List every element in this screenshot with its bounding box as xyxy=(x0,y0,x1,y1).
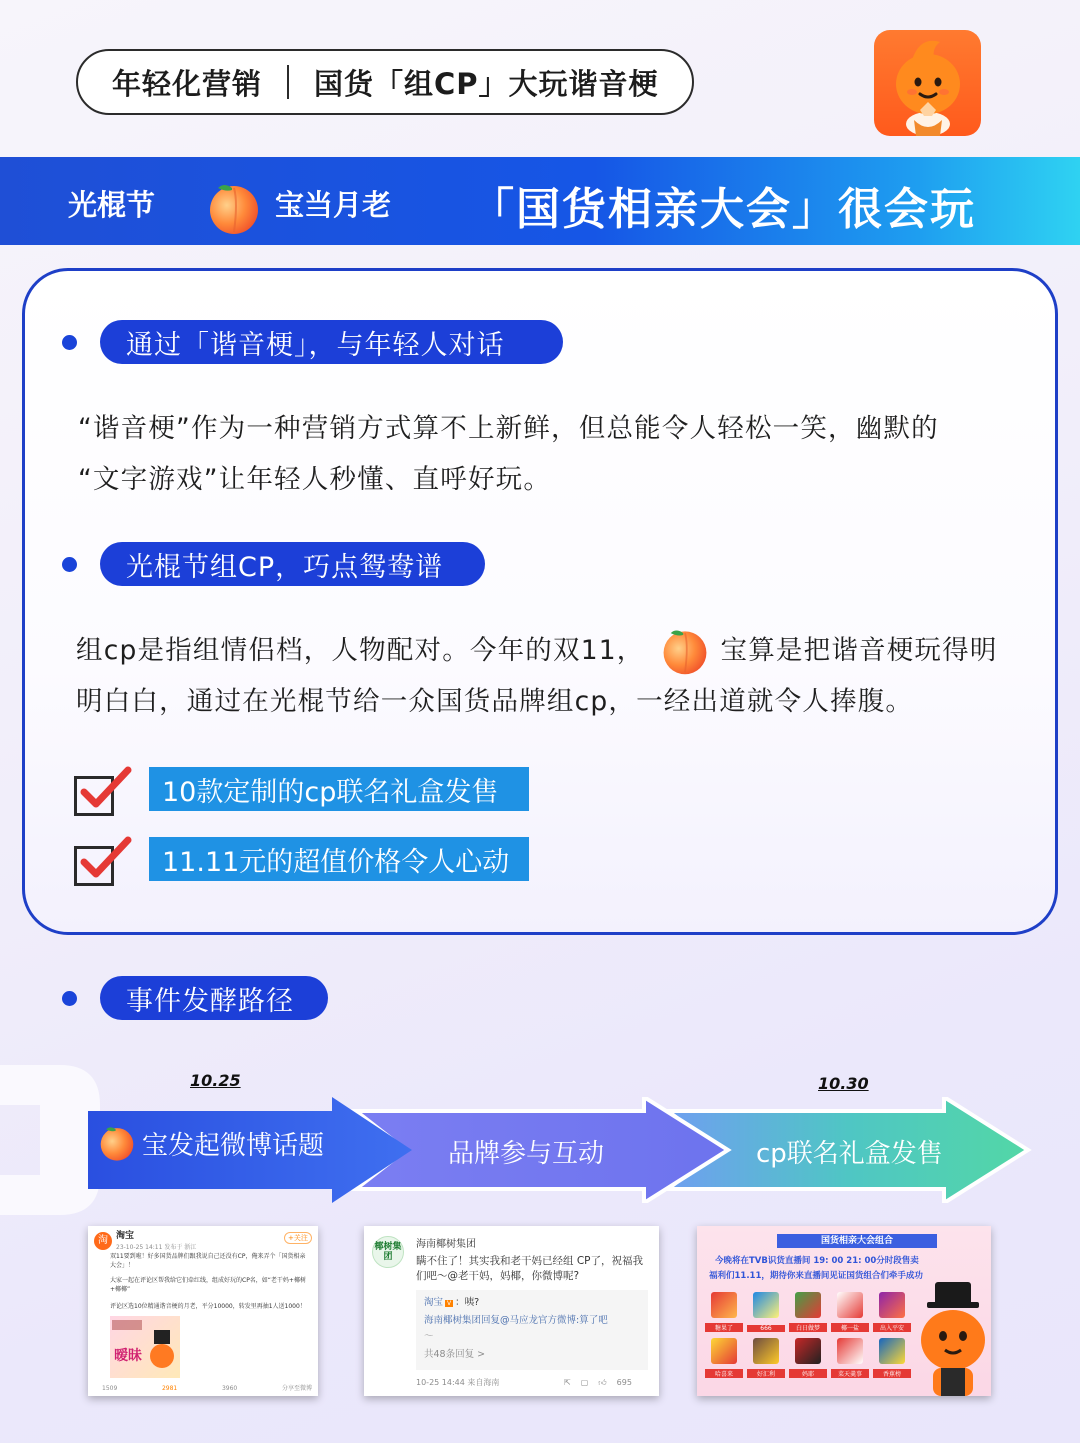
section-paragraph xyxy=(78,403,1038,505)
product-item: 出入平安 xyxy=(873,1292,911,1332)
section-tag: 事件发酵路径 xyxy=(100,976,328,1020)
path-step-label: 品牌参与互动 xyxy=(448,1139,605,1169)
paragraph-line: 宝算是把谐音梗玩得明 xyxy=(720,635,998,666)
checkmark-icon xyxy=(76,836,134,884)
post-body: 双11要到啦！好多国货品牌们跟我说自己还没有CP，俺来弄个「国货相亲大会」！ xyxy=(110,1253,306,1269)
peach-icon xyxy=(659,626,711,676)
poster-line: 今晚将在TVB识货直播间 19: 00 21: 00分时段售卖 xyxy=(715,1256,919,1266)
path-step-label: 宝发起微博话题 xyxy=(142,1130,325,1161)
reply-meta: 10-25 14:44 来自海南 xyxy=(416,1378,500,1387)
thread-reply: 淘宝 V ：咦? xyxy=(424,1297,480,1308)
product-item: 妈耶 xyxy=(789,1338,827,1378)
like-count: 695 xyxy=(616,1378,632,1387)
product-item: 椰一盐 xyxy=(831,1292,869,1332)
header-left-label: 年轻化营销 xyxy=(112,66,263,101)
section-tag: 通过「谐音梗」，与年轻人对话 xyxy=(100,320,563,364)
poster-title: 国货相亲大会组合 xyxy=(777,1234,937,1248)
brand-avatar: 椰树集团 xyxy=(372,1236,404,1268)
product-item: 好汇利 xyxy=(747,1338,785,1378)
more-replies-link[interactable]: 共48条回复 > xyxy=(424,1349,486,1360)
path-step-label: cp联名礼盒发售 xyxy=(756,1139,943,1169)
mascot-illustration xyxy=(911,1282,991,1396)
comment-icon[interactable]: ▢ xyxy=(580,1378,589,1387)
post-body: 评论区选10位精通谐音梗的月老，平分10000，转发里再抽1人送1000！ xyxy=(110,1303,306,1310)
avatar: 淘 xyxy=(94,1232,112,1250)
weibo-post-screenshot xyxy=(88,1226,318,1396)
reply-thread xyxy=(416,1290,648,1370)
path-step xyxy=(98,1124,324,1162)
content-card xyxy=(22,268,1058,935)
product-item: 香蕉榜 xyxy=(873,1338,911,1378)
svg-text:暧昧: 暧昧 xyxy=(114,1348,142,1364)
follow-button[interactable]: +关注 xyxy=(284,1232,312,1244)
reply-account: 海南椰树集团 xyxy=(416,1239,476,1250)
date-end: 10.30 xyxy=(818,1074,869,1093)
bullet-dot xyxy=(62,991,77,1006)
title-banner xyxy=(0,157,1080,245)
paragraph-line: “谐音梗”作为一种营销方式算不上新鲜，但总能令人轻松一笑，幽默的 xyxy=(78,413,939,444)
paragraph-line: 明白白，通过在光棍节给一众国货品牌组cp，一经出道就令人捧腹。 xyxy=(76,686,914,717)
checkmark-icon xyxy=(76,766,134,814)
product-item: 糖果了 xyxy=(705,1292,743,1332)
bullet-dot xyxy=(62,335,77,350)
checklist-label: 10款定制的cp联名礼盒发售 xyxy=(149,767,529,811)
product-item: 白日做梦 xyxy=(789,1292,827,1332)
product-item: 菜天羹事 xyxy=(831,1338,869,1378)
peach-icon xyxy=(98,1124,136,1162)
header-divider xyxy=(287,65,289,99)
post-account: 淘宝 xyxy=(116,1231,135,1241)
like-icon[interactable]: 👍︎ xyxy=(598,1378,607,1387)
share-icon[interactable]: ⇱ xyxy=(564,1378,571,1387)
product-item: 哈喜来 xyxy=(705,1338,743,1378)
reply-text: 瞒不住了！其实我和老干妈已经组 CP了，祝福我们吧～@老干妈，妈椰，你微博呢? xyxy=(416,1255,644,1282)
banner-part1: 光棍节 xyxy=(68,188,156,222)
mascot-logo xyxy=(874,30,981,136)
section-paragraph xyxy=(76,625,1036,727)
peach-icon xyxy=(206,180,262,236)
product-grid xyxy=(705,1292,915,1378)
post-stats: 1509 2981 3960 分享至微博 xyxy=(102,1385,312,1392)
poster-line: 福利们11.11，期待你来直播间见证国货组合们牵手成功 xyxy=(709,1271,923,1281)
date-start: 10.25 xyxy=(190,1071,241,1090)
decorative-shape xyxy=(0,1065,100,1215)
post-image xyxy=(110,1316,180,1378)
bullet-dot xyxy=(62,557,77,572)
post-meta: 23-10-25 14:11 发布于 浙江 xyxy=(116,1244,197,1251)
thread-reply-tail: ～ xyxy=(424,1331,434,1342)
post-body: 大家一起在评论区帮我给它们牵红线，组成好玩的CP名，如“老干妈+椰树+椰椰” xyxy=(110,1277,306,1293)
section-tag: 光棍节组CP，巧点鸳鸯谱 xyxy=(100,542,485,586)
header-right-label: 国货「组CP」大玩谐音梗 xyxy=(314,66,659,101)
live-poster-screenshot xyxy=(697,1226,991,1396)
banner-part2: 宝当月老 xyxy=(275,188,392,222)
thread-reply: 海南椰树集团回复@马应龙官方微博:算了吧 xyxy=(424,1315,608,1326)
checklist-label: 11.11元的超值价格令人心动 xyxy=(149,837,529,881)
brand-reply-screenshot xyxy=(364,1226,659,1396)
product-item: 666 xyxy=(747,1292,785,1332)
header-pill xyxy=(76,49,694,115)
reply-actions xyxy=(564,1376,632,1389)
banner-part3: 「国货相亲大会」很会玩 xyxy=(470,184,976,235)
paragraph-line: 组cp是指组情侣档，人物配对。今年的双11， xyxy=(76,635,645,666)
paragraph-line: “文字游戏”让年轻人秒懂、直呼好玩。 xyxy=(78,464,552,495)
